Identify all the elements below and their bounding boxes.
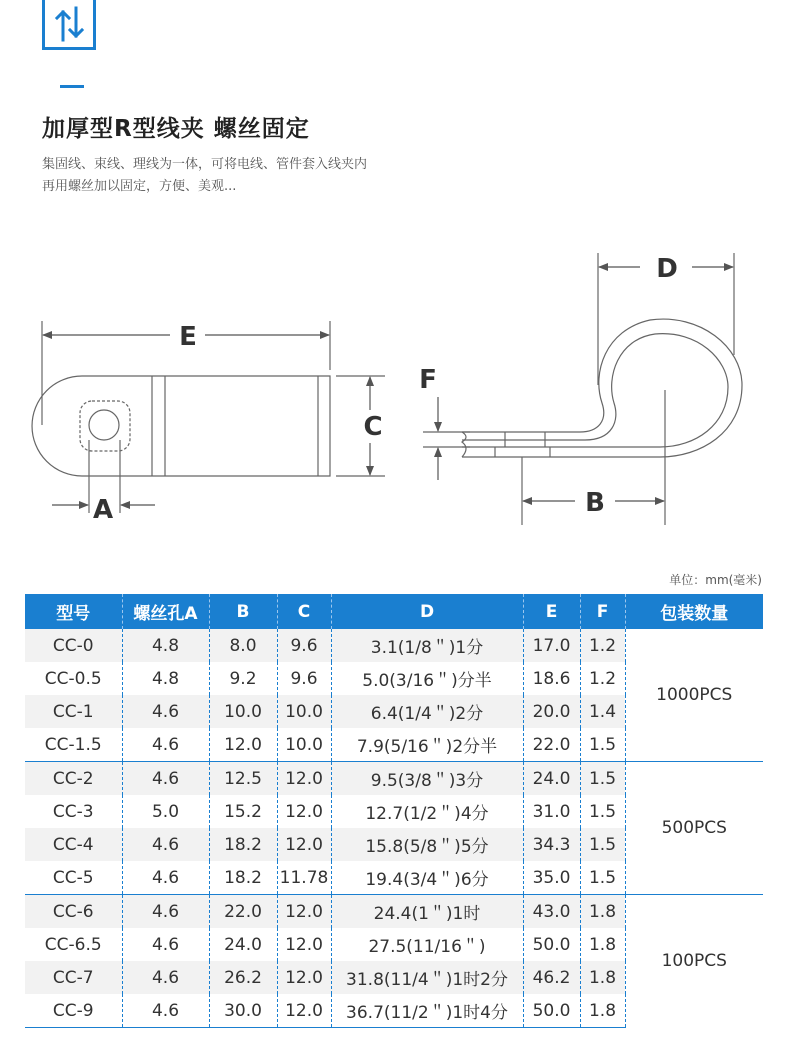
dimension-diagram — [0, 235, 790, 535]
header-cell: F — [580, 594, 625, 629]
label-c: C — [363, 412, 383, 442]
d-cell: 3.1(1/8＂)1分 — [331, 629, 523, 662]
model-cell: CC-4 — [25, 828, 122, 861]
c-cell: 12.0 — [277, 928, 331, 961]
c-cell: 10.0 — [277, 728, 331, 762]
e-cell: 17.0 — [523, 629, 580, 662]
e-cell: 43.0 — [523, 895, 580, 929]
model-cell: CC-1 — [25, 695, 122, 728]
label-b: B — [585, 488, 605, 518]
b-cell: 9.2 — [209, 662, 277, 695]
table-row — [25, 629, 763, 662]
c-cell: 12.0 — [277, 828, 331, 861]
model-cell: CC-6.5 — [25, 928, 122, 961]
d-cell: 27.5(11/16＂) — [331, 928, 523, 961]
c-cell: 12.0 — [277, 994, 331, 1028]
b-cell: 15.2 — [209, 795, 277, 828]
model-cell: CC-5 — [25, 861, 122, 895]
model-cell: CC-6 — [25, 895, 122, 929]
c-cell: 12.0 — [277, 895, 331, 929]
table-header-row — [25, 594, 763, 629]
c-cell: 12.0 — [277, 762, 331, 796]
d-cell: 7.9(5/16＂)2分半 — [331, 728, 523, 762]
f-cell: 1.8 — [580, 994, 625, 1028]
screw-hole-cell: 4.6 — [122, 928, 209, 961]
b-cell: 22.0 — [209, 895, 277, 929]
screw-hole-cell: 4.6 — [122, 861, 209, 895]
header-cell: 型号 — [25, 594, 122, 629]
e-cell: 20.0 — [523, 695, 580, 728]
model-cell: CC-7 — [25, 961, 122, 994]
screw-hole-cell: 4.6 — [122, 961, 209, 994]
screw-hole-cell: 4.6 — [122, 762, 209, 796]
screw-hole-cell: 4.6 — [122, 895, 209, 929]
e-cell: 18.6 — [523, 662, 580, 695]
label-a: A — [92, 495, 114, 525]
c-cell: 11.78 — [277, 861, 331, 895]
screw-hole-cell: 4.6 — [122, 695, 209, 728]
f-cell: 1.8 — [580, 928, 625, 961]
header-cell: D — [331, 594, 523, 629]
screw-hole-cell: 4.6 — [122, 728, 209, 762]
package-quantity-cell: 500PCS — [625, 762, 763, 895]
header-cell: 螺丝孔A — [122, 594, 209, 629]
f-cell: 1.5 — [580, 762, 625, 796]
b-cell: 24.0 — [209, 928, 277, 961]
description — [42, 154, 367, 198]
f-cell: 1.5 — [580, 861, 625, 895]
table-row — [25, 895, 763, 929]
header-cell: B — [209, 594, 277, 629]
d-cell: 15.8(5/8＂)5分 — [331, 828, 523, 861]
header-cell: C — [277, 594, 331, 629]
f-cell: 1.5 — [580, 728, 625, 762]
f-cell: 1.2 — [580, 662, 625, 695]
b-cell: 12.0 — [209, 728, 277, 762]
header-cell: 包装数量 — [625, 594, 763, 629]
f-cell: 1.4 — [580, 695, 625, 728]
label-e: E — [179, 322, 197, 352]
e-cell: 35.0 — [523, 861, 580, 895]
c-cell: 9.6 — [277, 662, 331, 695]
model-cell: CC-2 — [25, 762, 122, 796]
label-f: F — [419, 365, 437, 395]
screw-hole-cell: 4.6 — [122, 828, 209, 861]
d-cell: 12.7(1/2＂)4分 — [331, 795, 523, 828]
description-line-1: 集固线、束线、理线为一体，可将电线、管件套入线夹内 — [42, 157, 368, 172]
model-cell: CC-0.5 — [25, 662, 122, 695]
f-cell: 1.8 — [580, 895, 625, 929]
c-cell: 10.0 — [277, 695, 331, 728]
b-cell: 30.0 — [209, 994, 277, 1028]
page-title: 加厚型R型线夹 螺丝固定 — [42, 116, 310, 142]
table-body — [25, 629, 763, 1028]
spec-table — [25, 594, 763, 1028]
c-cell: 12.0 — [277, 961, 331, 994]
f-cell: 1.8 — [580, 961, 625, 994]
table-row — [25, 762, 763, 796]
package-quantity-cell: 100PCS — [625, 895, 763, 1028]
accent-bar — [60, 85, 84, 88]
e-cell: 24.0 — [523, 762, 580, 796]
screw-hole-cell: 4.6 — [122, 994, 209, 1028]
e-cell: 22.0 — [523, 728, 580, 762]
screw-hole-cell: 4.8 — [122, 662, 209, 695]
b-cell: 12.5 — [209, 762, 277, 796]
d-cell: 9.5(3/8＂)3分 — [331, 762, 523, 796]
f-cell: 1.2 — [580, 629, 625, 662]
d-cell: 24.4(1＂)1时 — [331, 895, 523, 929]
b-cell: 8.0 — [209, 629, 277, 662]
screw-hole-cell: 4.8 — [122, 629, 209, 662]
e-cell: 31.0 — [523, 795, 580, 828]
description-line-2: 再用螺丝加以固定，方便、美观... — [42, 179, 237, 194]
b-cell: 18.2 — [209, 828, 277, 861]
b-cell: 18.2 — [209, 861, 277, 895]
d-cell: 19.4(3/4＂)6分 — [331, 861, 523, 895]
b-cell: 26.2 — [209, 961, 277, 994]
unit-note: 单位：mm(毫米) — [669, 573, 762, 587]
d-cell: 6.4(1/4＂)2分 — [331, 695, 523, 728]
f-cell: 1.5 — [580, 828, 625, 861]
e-cell: 50.0 — [523, 994, 580, 1028]
b-cell: 10.0 — [209, 695, 277, 728]
f-cell: 1.5 — [580, 795, 625, 828]
package-quantity-cell: 1000PCS — [625, 629, 763, 762]
model-cell: CC-3 — [25, 795, 122, 828]
c-cell: 9.6 — [277, 629, 331, 662]
label-d: D — [656, 254, 678, 284]
header-cell: E — [523, 594, 580, 629]
model-cell: CC-0 — [25, 629, 122, 662]
d-cell: 5.0(3/16＂)分半 — [331, 662, 523, 695]
e-cell: 50.0 — [523, 928, 580, 961]
e-cell: 46.2 — [523, 961, 580, 994]
model-cell: CC-1.5 — [25, 728, 122, 762]
d-cell: 31.8(11/4＂)1时2分 — [331, 961, 523, 994]
c-cell: 12.0 — [277, 795, 331, 828]
sort-arrows-icon — [42, 0, 96, 50]
d-cell: 36.7(11/2＂)1时4分 — [331, 994, 523, 1028]
screw-hole-cell: 5.0 — [122, 795, 209, 828]
model-cell: CC-9 — [25, 994, 122, 1028]
e-cell: 34.3 — [523, 828, 580, 861]
